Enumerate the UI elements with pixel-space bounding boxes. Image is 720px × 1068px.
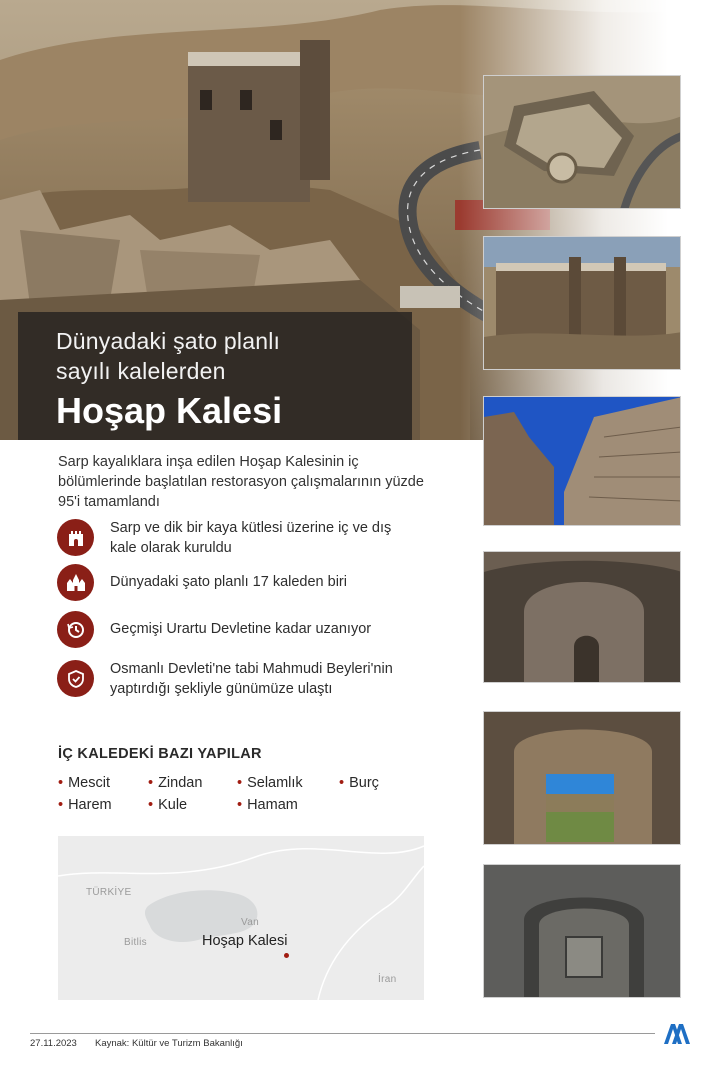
title-line-2: sayılı kalelerden bbox=[56, 358, 226, 384]
history-clock-icon bbox=[57, 611, 94, 648]
footer-divider bbox=[30, 1033, 655, 1034]
castle-icon bbox=[57, 564, 94, 601]
fact-item-1 bbox=[57, 519, 410, 558]
map-label-country: İran bbox=[378, 974, 397, 985]
title-box bbox=[18, 312, 412, 440]
page-title: Hoşap Kalesi bbox=[56, 390, 283, 431]
structure-item: • Harem bbox=[58, 795, 112, 815]
structure-item: • Selamlık bbox=[237, 773, 303, 793]
structure-item: • Kule bbox=[148, 795, 187, 815]
structure-item: • Burç bbox=[339, 773, 379, 793]
intro-text: Sarp kayalıklara inşa edilen Hoşap Kalesinin iç bölümlerinde başlatılan restorasyon çalışmalarının yüzde 95'i tamamlandı bbox=[58, 454, 424, 510]
fact-item-4 bbox=[57, 660, 400, 699]
footer-date: 27.11.2023 bbox=[30, 1038, 77, 1049]
fact-item-3 bbox=[57, 611, 410, 648]
map-label-city: Van bbox=[241, 917, 259, 928]
map-label-city: Bitlis bbox=[124, 937, 147, 948]
fact-item-2 bbox=[57, 564, 410, 601]
map-label-country: TÜRKİYE bbox=[86, 887, 132, 898]
stone-arch-interior-photo bbox=[483, 551, 681, 683]
location-marker bbox=[284, 953, 289, 958]
structures-title: İÇ KALEDEKİ BAZI YAPILAR bbox=[58, 746, 262, 762]
castle-wall-photo bbox=[483, 236, 681, 370]
structure-item: • Hamam bbox=[237, 795, 298, 815]
castle-tower-sky-photo bbox=[483, 396, 681, 526]
fact-text-4: Osmanlı Devleti'ne tabi Mahmudi Beyleri'nin yaptırdığı şekliyle günümüze ulaştı bbox=[110, 661, 393, 697]
location-map bbox=[58, 836, 424, 1000]
aa-logo bbox=[662, 1018, 690, 1046]
shield-icon bbox=[57, 660, 94, 697]
map-location-label: Hoşap Kalesi bbox=[202, 933, 288, 949]
footer-source: Kaynak: Kültür ve Turizm Bakanlığı bbox=[95, 1038, 243, 1049]
fact-text-3: Geçmişi Urartu Devletine kadar uzanıyor bbox=[110, 621, 372, 637]
arched-window-view-photo bbox=[483, 711, 681, 845]
castle-tower-icon bbox=[57, 519, 94, 556]
structure-item: • Zindan bbox=[148, 773, 202, 793]
carved-portal-photo bbox=[483, 864, 681, 998]
fact-text-2: Dünyadaki şato planlı 17 kaleden biri bbox=[110, 574, 347, 590]
title-line-1: Dünyadaki şato planlı bbox=[56, 328, 281, 354]
structure-item: • Mescit bbox=[58, 773, 110, 793]
aerial-castle-photo bbox=[483, 75, 681, 209]
fact-text-1: Sarp ve dik bir kaya kütlesi üzerine iç ve dış kale olarak kuruldu bbox=[110, 520, 392, 556]
